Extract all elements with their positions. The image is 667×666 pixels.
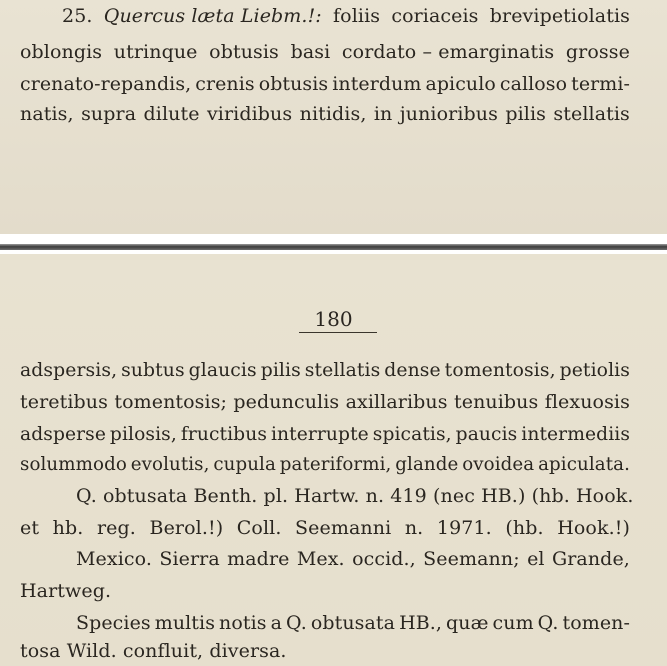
word: teretibus xyxy=(20,391,108,413)
word: intermediis xyxy=(521,423,630,445)
word: Seemann; xyxy=(423,548,520,570)
word: cum xyxy=(492,612,534,634)
word: Species xyxy=(76,612,151,634)
text-line-t4 xyxy=(20,102,630,126)
species-number: 25. xyxy=(62,5,93,27)
word: foliis xyxy=(333,5,381,27)
word: grosse xyxy=(565,41,630,63)
word: axillaribus xyxy=(345,391,448,413)
word: HB., xyxy=(399,612,443,634)
word: pilis xyxy=(505,103,547,125)
word: flexuosis xyxy=(544,391,630,413)
word: el xyxy=(527,548,545,570)
word: coriaceis xyxy=(391,5,479,27)
word: occid., xyxy=(352,548,416,570)
word: Hook.!) xyxy=(557,517,630,539)
upper-page-fragment xyxy=(0,0,667,234)
word: glande xyxy=(395,453,459,475)
word: Seemanni xyxy=(295,517,392,539)
word: tenuibus xyxy=(453,391,539,413)
word: reg. xyxy=(97,517,136,539)
word: evolutis, xyxy=(130,453,210,475)
text-line-b9 xyxy=(76,611,630,635)
page-number: 180 xyxy=(314,307,353,331)
text-line-t1 xyxy=(62,4,630,28)
word: (hb. xyxy=(505,517,544,539)
page-divider xyxy=(0,234,667,254)
word: oblongis xyxy=(20,41,103,63)
word: pilis xyxy=(260,359,301,381)
word: spicatis, xyxy=(372,423,452,445)
word: interrupte xyxy=(270,423,369,445)
text-line-b1 xyxy=(20,358,630,382)
word: n. xyxy=(404,517,424,539)
word: termi- xyxy=(571,73,630,95)
text-line-b7 xyxy=(76,547,630,571)
text-line-b4 xyxy=(20,452,630,476)
word: a xyxy=(270,612,283,634)
divider-bar xyxy=(0,244,667,250)
word: tomentosis, xyxy=(444,359,556,381)
word: subtus xyxy=(121,359,185,381)
word: apiculata. xyxy=(538,453,630,475)
word: crenato-repandis, xyxy=(20,73,192,95)
word: viridibus xyxy=(206,103,293,125)
word: Coll. xyxy=(236,517,282,539)
word: hb. xyxy=(52,517,84,539)
word: pateriformi, xyxy=(279,453,392,475)
text-line-b5 xyxy=(76,484,634,508)
word: apiculo xyxy=(425,73,496,95)
word: tomentosis; xyxy=(114,391,228,413)
word: junioribus xyxy=(399,103,498,125)
word: interdum xyxy=(332,73,422,95)
word: pilosis, xyxy=(109,423,177,445)
page-number-rule xyxy=(299,332,377,333)
word: stellatis xyxy=(304,359,381,381)
word: Mexico. xyxy=(76,548,152,570)
word: tosa Wild. confluit, diversa. xyxy=(20,640,287,662)
word: crenis xyxy=(195,73,255,95)
text-line-t3 xyxy=(20,72,630,96)
word: brevipetiolatis xyxy=(489,5,630,27)
word: Q. xyxy=(537,612,559,634)
word: nitidis, xyxy=(299,103,367,125)
word: tomen- xyxy=(562,612,630,634)
word: 1971. xyxy=(436,517,492,539)
word: quæ xyxy=(446,612,489,634)
word: natis, xyxy=(20,103,74,125)
word: calloso xyxy=(499,73,568,95)
word: solummodo xyxy=(20,453,127,475)
text-line-b3 xyxy=(20,422,630,446)
word: Sierra xyxy=(159,548,220,570)
word: stellatis xyxy=(553,103,630,125)
word: notis xyxy=(219,612,267,634)
word: glaucis xyxy=(188,359,257,381)
word: cupula xyxy=(213,453,276,475)
word: paucis xyxy=(455,423,518,445)
text-line-t2 xyxy=(20,40,630,64)
word: Hartweg. xyxy=(20,580,112,602)
word: Q. xyxy=(286,612,307,634)
word: adsperse xyxy=(20,423,106,445)
synonym-citation: Q. obtusata Benth. pl. Hartw. n. 419 (nec HB.) (hb. Hook. xyxy=(76,485,634,507)
species-name: Quercus læta Liebm.!: xyxy=(103,5,322,27)
word: utrinque xyxy=(113,41,198,63)
word: multis xyxy=(154,612,216,634)
word: obtusata xyxy=(310,612,396,634)
word: dilute xyxy=(143,103,200,125)
word: fructibus xyxy=(180,423,268,445)
text-line-b6 xyxy=(20,516,630,540)
word: adspersis, xyxy=(20,359,118,381)
word: supra xyxy=(81,103,137,125)
word: madre xyxy=(227,548,290,570)
word: et xyxy=(20,517,40,539)
text-line-b2 xyxy=(20,390,630,414)
word: cordato – emarginatis xyxy=(341,41,555,63)
word: basi xyxy=(290,41,331,63)
text-line-b10 xyxy=(20,639,287,663)
word: obtusis xyxy=(209,41,279,63)
word: Mex. xyxy=(296,548,345,570)
word: Berol.!) xyxy=(149,517,224,539)
word: obtusis xyxy=(258,73,329,95)
word: dense xyxy=(384,359,441,381)
word: pedunculis xyxy=(233,391,340,413)
word: petiolis xyxy=(559,359,630,381)
word: Grande, xyxy=(551,548,630,570)
word: in xyxy=(373,103,393,125)
text-line-b8 xyxy=(20,579,111,603)
word: ovoidea xyxy=(462,453,535,475)
